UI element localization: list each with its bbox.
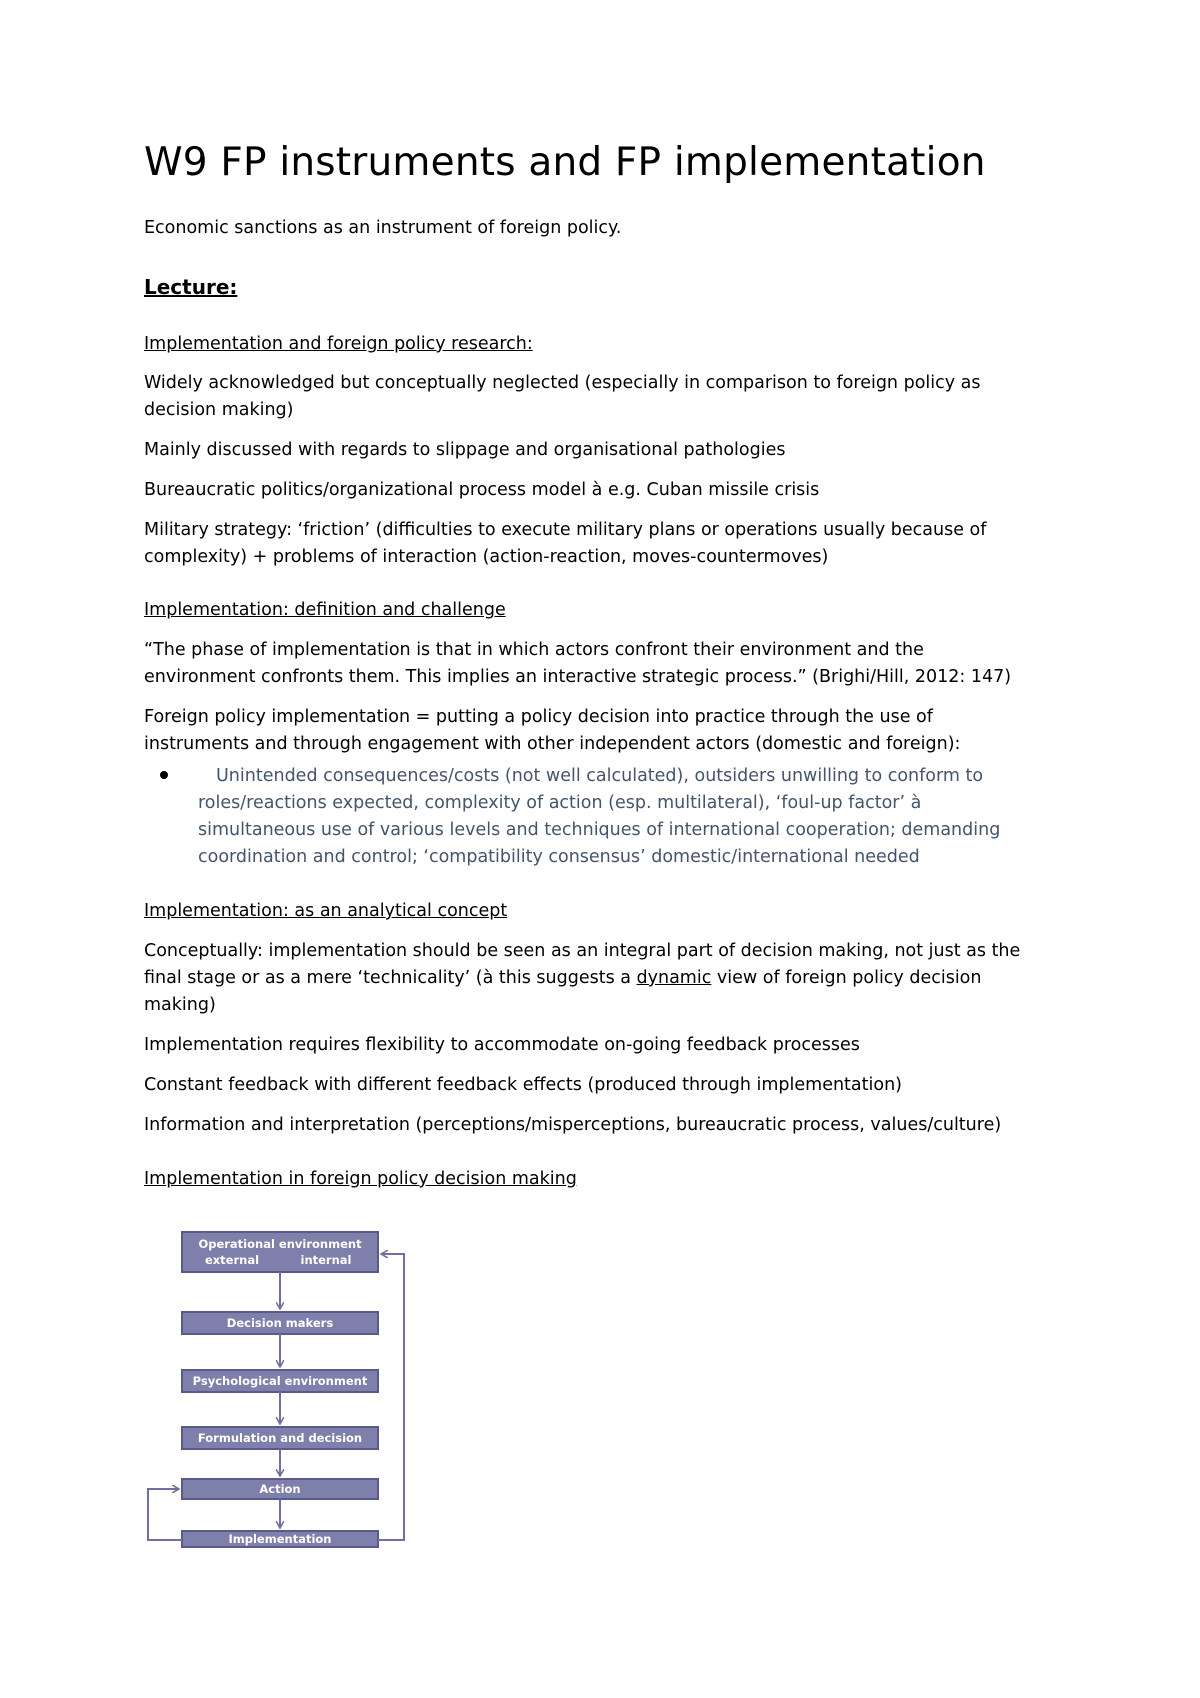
- box-formulation-label: Formulation and decision: [197, 1431, 363, 1445]
- box-psychological-environment: [182, 1370, 378, 1392]
- bullet-line: coordination and control; ‘compatibility consensus’ domestic/international needed: [198, 847, 920, 867]
- paragraph-line: decision making): [144, 400, 294, 420]
- paragraph-line: Foreign policy implementation = putting a policy decision into practice through the use of: [144, 707, 933, 727]
- box-action: [182, 1479, 378, 1499]
- quote-line: “The phase of implementation is that in which actors confront their environment and the: [144, 640, 924, 660]
- section-heading-fpdm: Implementation in foreign policy decision making: [144, 1169, 577, 1189]
- bullet-line: roles/reactions expected, complexity of action (esp. multilateral), ‘foul-up factor’ à: [198, 793, 922, 813]
- emphasis-dynamic: dynamic: [636, 968, 712, 988]
- box-operational-environment: [182, 1232, 378, 1272]
- text-span: view of foreign policy decision: [711, 968, 982, 988]
- paragraph-line: Mainly discussed with regards to slippage and organisational pathologies: [144, 440, 786, 460]
- box-operational-label: Operational environment: [198, 1237, 362, 1251]
- bullet-icon: [160, 771, 168, 779]
- bullet-line: Unintended consequences/costs (not well calculated), outsiders unwilling to conform to: [216, 766, 984, 786]
- box-implementation: [182, 1531, 378, 1547]
- box-psychological-label: Psychological environment: [192, 1374, 368, 1388]
- document-subtitle: Economic sanctions as an instrument of foreign policy.: [144, 218, 622, 238]
- quote-line: environment confronts them. This implies an interactive strategic process.” (Brighi/Hill, 2012: 147): [144, 667, 1012, 687]
- section-heading-definition: Implementation: definition and challenge: [144, 600, 506, 620]
- document-title: W9 FP instruments and FP implementation: [144, 140, 986, 185]
- paragraph-line: Constant feedback with different feedback effects (produced through implementation): [144, 1075, 902, 1095]
- box-formulation-decision: [182, 1427, 378, 1449]
- paragraph-line: [144, 965, 981, 992]
- text-span: final stage or as a mere ‘technicality’ (à this suggests a: [144, 968, 637, 988]
- feedback-arrow-right: [378, 1254, 404, 1540]
- box-implementation-label: Implementation: [228, 1532, 332, 1546]
- box-internal-label: internal: [300, 1253, 352, 1267]
- box-decision-makers-label: Decision makers: [226, 1316, 334, 1330]
- paragraph-line: Conceptually: implementation should be seen as an integral part of decision making, not just as the: [144, 941, 1021, 961]
- fpdm-flow-diagram: [140, 1220, 420, 1560]
- paragraph-line: Bureaucratic politics/organizational process model à e.g. Cuban missile crisis: [144, 480, 820, 500]
- paragraph-line: instruments and through engagement with other independent actors (domestic and foreign):: [144, 734, 961, 754]
- paragraph-line: complexity) + problems of interaction (action-reaction, moves-countermoves): [144, 547, 829, 567]
- bullet-line: simultaneous use of various levels and techniques of international cooperation; demanding: [198, 820, 1001, 840]
- section-heading-research: Implementation and foreign policy research:: [144, 334, 533, 354]
- lecture-heading: Lecture:: [144, 275, 238, 299]
- section-heading-analytical: Implementation: as an analytical concept: [144, 901, 508, 921]
- box-external-label: external: [204, 1253, 260, 1267]
- paragraph-line: Information and interpretation (perceptions/misperceptions, bureaucratic process, values/culture): [144, 1115, 1002, 1135]
- paragraph-line: making): [144, 995, 216, 1015]
- box-decision-makers: [182, 1312, 378, 1334]
- paragraph-line: Military strategy: ‘friction’ (difficulties to execute military plans or operations usually because of: [144, 520, 987, 540]
- paragraph-line: Widely acknowledged but conceptually neglected (especially in comparison to foreign policy as: [144, 373, 981, 393]
- feedback-arrow-left: [148, 1489, 182, 1540]
- box-action-label: Action: [259, 1482, 301, 1496]
- paragraph-line: Implementation requires flexibility to accommodate on-going feedback processes: [144, 1035, 860, 1055]
